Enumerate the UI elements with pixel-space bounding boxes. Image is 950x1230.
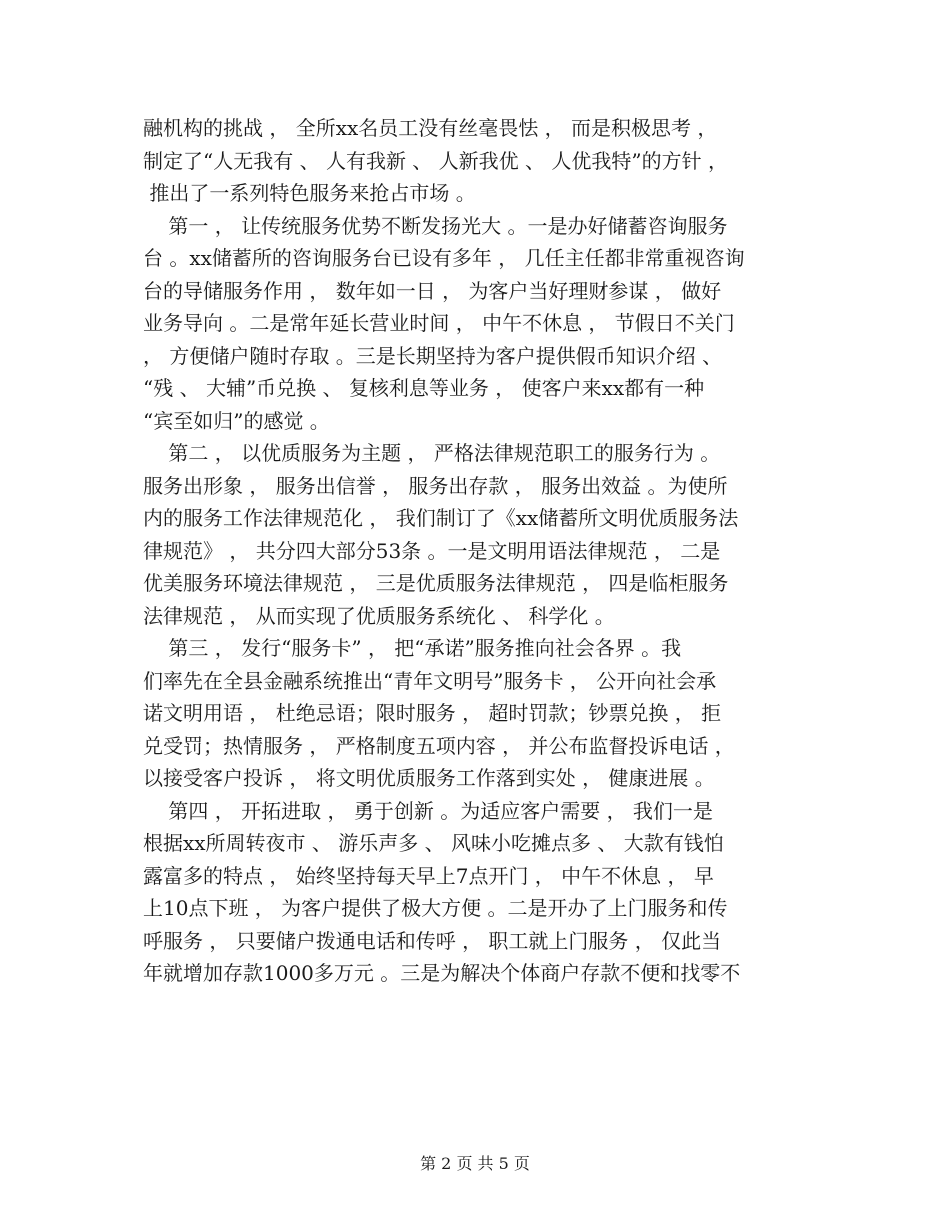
text-line: 第三 ， 发行“服务卡” ， 把“承诺”服务推向社会各界 。我 [143,636,682,660]
text-line: 露富多的特点 ， 始终坚持每天早上7点开门 ， 中午不休息 ， 早 [143,863,714,888]
text-line: 台的导储服务作用 ， 数年如一日 ， 为客户当好理财参谋 ， 做好 [143,278,722,303]
text-line: 诺文明用语 ， 杜绝忌语；限时服务 ， 超时罚款；钞票兑换 ， 拒 [143,701,722,725]
text-line: 融机构的挑战 ， 全所xx名员工没有丝毫畏怯 ， 而是积极思考 ， [143,116,718,140]
text-line: 第二 ， 以优质服务为主题 ， 严格法律规范职工的服务行为 。 [143,441,721,465]
text-line: 第一 ， 让传统服务优势不断发扬光大 。一是办好储蓄咨询服务 [143,213,728,238]
text-line: 业务导向 。二是常年延长营业时间 ， 中午不休息 ， 节假日不关门 [143,311,735,335]
text-line: ， 方便储户随时存取 。三是长期坚持为客户提供假币知识介绍 、 [143,343,723,368]
text-line: 服务出形象 ， 服务出信誉 ， 服务出存款 ， 服务出效益 。为使所 [143,473,728,498]
text-line: “残 、 大辅”币兑换 、 复核利息等业务 ， 使客户来xx都有一种 [143,376,705,400]
text-line: 台 。xx储蓄所的咨询服务台已设有多年 ， 几任主任都非常重视咨询 [143,246,745,270]
text-line: 根据xx所周转夜市 、 游乐声多 、 风味小吃摊点多 、 大款有钱怕 [143,831,724,855]
body-text [143,112,815,990]
text-line: 呼服务 ， 只要储户拨通电话和传呼 ， 职工就上门服务 ， 仅此当 [143,928,722,953]
text-line: 们率先在全县金融系统推出“青年文明号”服务卡 ， 公开向社会承 [143,668,717,693]
page-footer: 第 2 页 共 5 页 [420,1154,530,1173]
text-line: 上10点下班 ， 为客户提供了极大方便 。二是开办了上门服务和传 [143,896,728,920]
text-line: 制定了“人无我有 、 人有我新 、 人新我优 、 人优我特”的方针 ， [143,148,728,173]
text-line: 律规范》 ， 共分四大部分53条 。一是文明用语法律规范 ， 二是 [143,538,721,563]
text-line: 优美服务环境法律规范 ， 三是优质服务法律规范 ， 四是临柜服务 [143,571,729,595]
text-line: 推出了一系列特色服务来抢占市场 。 [143,181,476,205]
text-line: 第四 ， 开拓进取 ， 勇于创新 。为适应客户需要 ， 我们一是 [143,798,713,823]
text-line: 法律规范 ， 从而实现了优质服务系统化 、 科学化 。 [143,603,615,628]
text-line: 年就增加存款1000多万元 。三是为解决个体商户存款不便和找零不 [143,961,741,985]
text-line: 内的服务工作法律规范化 ， 我们制订了《xx储蓄所文明优质服务法 [143,506,739,530]
text-line: 兑受罚；热情服务 ， 严格制度五项内容 ， 并公布监督投诉电话 ， [143,733,735,758]
text-line: 以接受客户投诉 ， 将文明优质服务工作落到实处 ， 健康进展 。 [143,766,715,790]
text-line: “宾至如归”的感觉 。 [143,408,330,433]
